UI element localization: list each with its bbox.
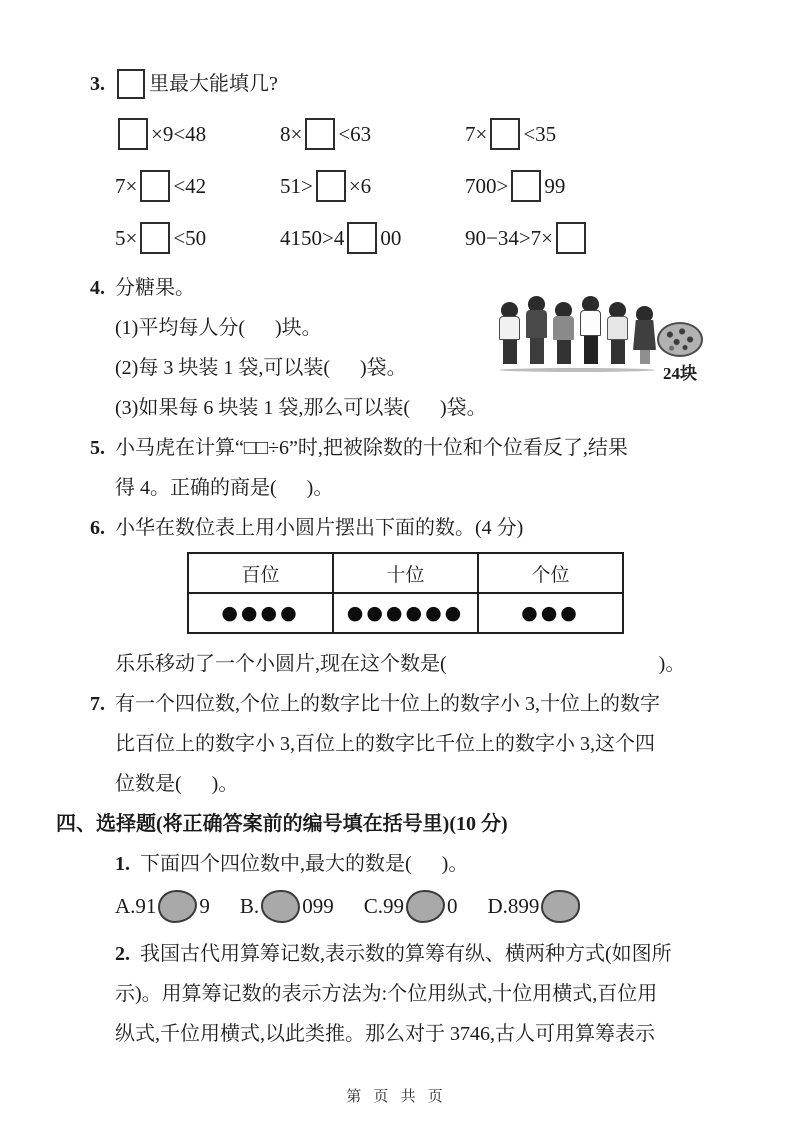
equation bbox=[115, 114, 280, 154]
child-figure bbox=[605, 302, 630, 364]
question-number: 6. bbox=[90, 517, 105, 539]
option-post: 0 bbox=[446, 893, 458, 918]
question-number: 2. bbox=[115, 943, 130, 965]
equation-post: <63 bbox=[338, 121, 372, 146]
candy-plate-illustration bbox=[657, 322, 703, 357]
followup-post: )。 bbox=[658, 653, 686, 675]
question-number: 3. bbox=[90, 73, 105, 95]
child-figure bbox=[578, 296, 603, 364]
child-figure bbox=[551, 302, 576, 364]
column-header-ones: 个位 bbox=[478, 553, 623, 593]
table-dots-row bbox=[188, 593, 623, 633]
equation-pre: 7× bbox=[115, 173, 138, 198]
column-header-tens: 十位 bbox=[333, 553, 478, 593]
question-text: 小华在数位表上用小圆片摆出下面的数。(4 分) bbox=[115, 517, 524, 539]
table-header-row bbox=[188, 553, 623, 593]
sub-item: (3)如果每 6 块装 1 袋,那么可以装( )袋。 bbox=[115, 397, 487, 419]
ground-shadow bbox=[499, 368, 655, 372]
question-5-line2: 得 4。正确的商是( )。 bbox=[115, 477, 334, 499]
answer-box bbox=[347, 222, 377, 254]
section4-q2-line3: 纵式,千位用横式,以此类推。那么对于 3746,古人可用算筹表示 bbox=[115, 1023, 655, 1045]
question-4-illustration bbox=[497, 296, 709, 388]
equation bbox=[465, 218, 735, 258]
answer-box bbox=[511, 170, 541, 202]
equation bbox=[280, 114, 465, 154]
answer-box bbox=[305, 118, 335, 150]
equation-post: ×9<48 bbox=[151, 121, 207, 146]
equation bbox=[465, 166, 735, 206]
question-text: 下面四个四位数中,最大的数是( )。 bbox=[140, 853, 469, 875]
page-footer: 第 页 共 页 bbox=[346, 1088, 447, 1105]
answer-box bbox=[490, 118, 520, 150]
ink-blob bbox=[261, 890, 300, 923]
equation bbox=[280, 218, 465, 258]
equation-pre: 4150>4 bbox=[280, 225, 345, 250]
followup-pre: 乐乐移动了一个小圆片,现在这个数是( bbox=[115, 653, 447, 675]
answer-box bbox=[140, 170, 170, 202]
column-header-hundreds: 百位 bbox=[188, 553, 333, 593]
equation bbox=[115, 166, 280, 206]
question-7-line1 bbox=[90, 684, 735, 724]
question-3-header bbox=[90, 64, 735, 104]
equation-post: <50 bbox=[173, 225, 207, 250]
ink-blob bbox=[158, 890, 197, 923]
section4-q2 bbox=[115, 934, 735, 1054]
option-post: 9 bbox=[199, 893, 210, 918]
question-6-followup bbox=[115, 644, 735, 684]
equation bbox=[115, 218, 280, 258]
dots-ones: ●●● bbox=[478, 593, 623, 633]
question-number: 5. bbox=[90, 437, 105, 459]
option-d bbox=[487, 890, 582, 923]
equation-pre: 5× bbox=[115, 225, 138, 250]
section4-q2-line1 bbox=[115, 934, 735, 974]
option-post: 099 bbox=[302, 893, 334, 918]
option-pre: 91 bbox=[135, 893, 157, 918]
answer-box bbox=[118, 118, 148, 150]
option-label: A. bbox=[115, 893, 136, 918]
ink-blob bbox=[541, 890, 580, 923]
candy-count-label: 24块 bbox=[663, 364, 697, 383]
candy-plate-group bbox=[657, 322, 703, 384]
equation-pre: 7× bbox=[465, 121, 488, 146]
dots-tens: ●●●●●● bbox=[333, 593, 478, 633]
question-text: 有一个四位数,个位上的数字比十位上的数字小 3,十位上的数字 bbox=[115, 693, 660, 715]
place-value-table bbox=[187, 552, 624, 634]
question-text: 分糖果。 bbox=[115, 277, 195, 299]
equation-pre: 8× bbox=[280, 121, 303, 146]
option-pre: 99 bbox=[382, 893, 404, 918]
equation-post: <42 bbox=[173, 173, 207, 198]
section-four-header: 四、选择题(将正确答案前的编号填在括号里)(10 分) bbox=[56, 813, 508, 835]
equation-post: 99 bbox=[544, 173, 566, 198]
question-3-equations bbox=[115, 114, 735, 258]
ink-blob bbox=[406, 890, 445, 923]
question-number: 1. bbox=[115, 853, 130, 875]
dots-hundreds: ●●●● bbox=[188, 593, 333, 633]
sub-item: (2)每 3 块装 1 袋,可以装( )袋。 bbox=[115, 357, 407, 379]
answer-box bbox=[140, 222, 170, 254]
child-figure bbox=[632, 306, 657, 364]
question-6-header bbox=[90, 508, 735, 548]
question-7-line3: 位数是( )。 bbox=[115, 773, 239, 795]
equation-post: 00 bbox=[380, 225, 402, 250]
equation bbox=[280, 166, 465, 206]
equation-post: <35 bbox=[523, 121, 557, 146]
sub-item: (1)平均每人分( )块。 bbox=[115, 317, 322, 339]
option-b bbox=[240, 890, 334, 923]
child-figure bbox=[524, 296, 549, 364]
section4-q1 bbox=[115, 844, 735, 884]
equation-pre: 90−34>7× bbox=[465, 225, 554, 250]
question-7-line2: 比百位上的数字小 3,百位上的数字比千位上的数字小 3,这个四 bbox=[115, 733, 655, 755]
option-pre: 899 bbox=[507, 893, 540, 918]
choice-options bbox=[115, 884, 735, 928]
option-label: D. bbox=[487, 893, 508, 918]
option-label: C. bbox=[363, 893, 383, 918]
option-a bbox=[115, 890, 210, 923]
question-number: 4. bbox=[90, 277, 105, 299]
equation-pre: 700> bbox=[465, 173, 509, 198]
answer-box bbox=[556, 222, 586, 254]
question-text: 我国古代用算筹记数,表示数的算筹有纵、横两种方式(如图所 bbox=[140, 943, 672, 965]
question-text: 里最大能填几? bbox=[149, 73, 278, 95]
answer-box bbox=[117, 69, 145, 99]
question-number: 7. bbox=[90, 693, 105, 715]
section4-q2-line2: 示)。用算筹记数的表示方法为:个位用纵式,十位用横式,百位用 bbox=[115, 983, 658, 1005]
equation-post: ×6 bbox=[348, 173, 372, 198]
equation-pre: 51> bbox=[280, 173, 313, 198]
option-label: B. bbox=[239, 893, 260, 918]
option-c bbox=[364, 890, 458, 923]
equation bbox=[465, 114, 735, 154]
question-5-line1 bbox=[90, 428, 735, 468]
answer-box bbox=[316, 170, 346, 202]
child-figure bbox=[497, 302, 522, 364]
question-text: 小马虎在计算“□□÷6”时,把被除数的十位和个位看反了,结果 bbox=[115, 437, 628, 459]
